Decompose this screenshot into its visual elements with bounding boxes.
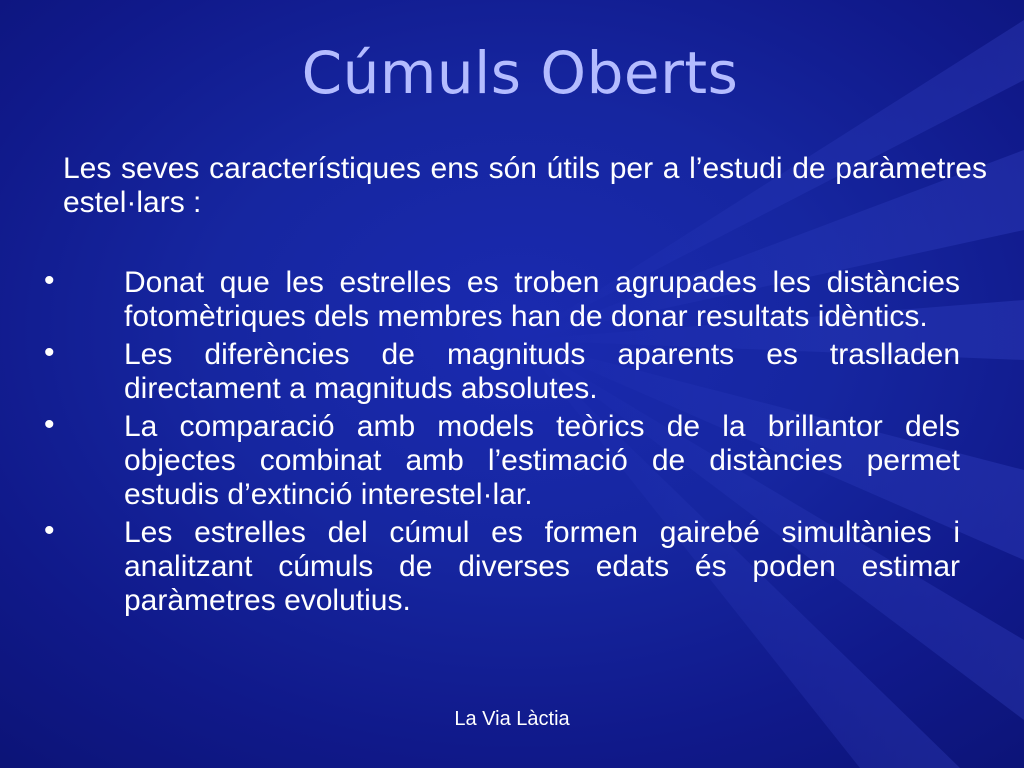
list-item: [0, 516, 1024, 618]
bullet-list: [0, 266, 1024, 622]
bullet-marker: •: [44, 408, 55, 441]
bullet-text: Les estrelles del cúmul es formen gairebé simultànies i analitzant cúmuls de diverses edats és poden estimar paràmetres evolutius.: [124, 516, 960, 617]
slide-title: Cúmuls Oberts: [301, 39, 739, 107]
bullet-marker: •: [44, 514, 55, 547]
bullet-text: Les diferències de magnituds aparents es traslladen directament a magnituds absolutes.: [124, 338, 960, 405]
bullet-marker: •: [44, 264, 55, 297]
bullet-text: La comparació amb models teòrics de la brillantor dels objectes combinat amb l’estimació de distàncies permet estudis d’extinció interestel·lar.: [124, 410, 960, 511]
bullet-marker: •: [44, 336, 55, 369]
list-item: [0, 410, 1024, 512]
intro-text: Les seves característiques ens són útils per a l’estudi de paràmetres estel·lars :: [63, 152, 987, 219]
bullet-text: Donat que les estrelles es troben agrupades les distàncies fotomètriques dels membres han de donar resultats idèntics.: [124, 266, 960, 333]
slide-footer: La Via Làctia: [454, 708, 570, 730]
list-item: [0, 266, 1024, 334]
list-item: [0, 338, 1024, 406]
